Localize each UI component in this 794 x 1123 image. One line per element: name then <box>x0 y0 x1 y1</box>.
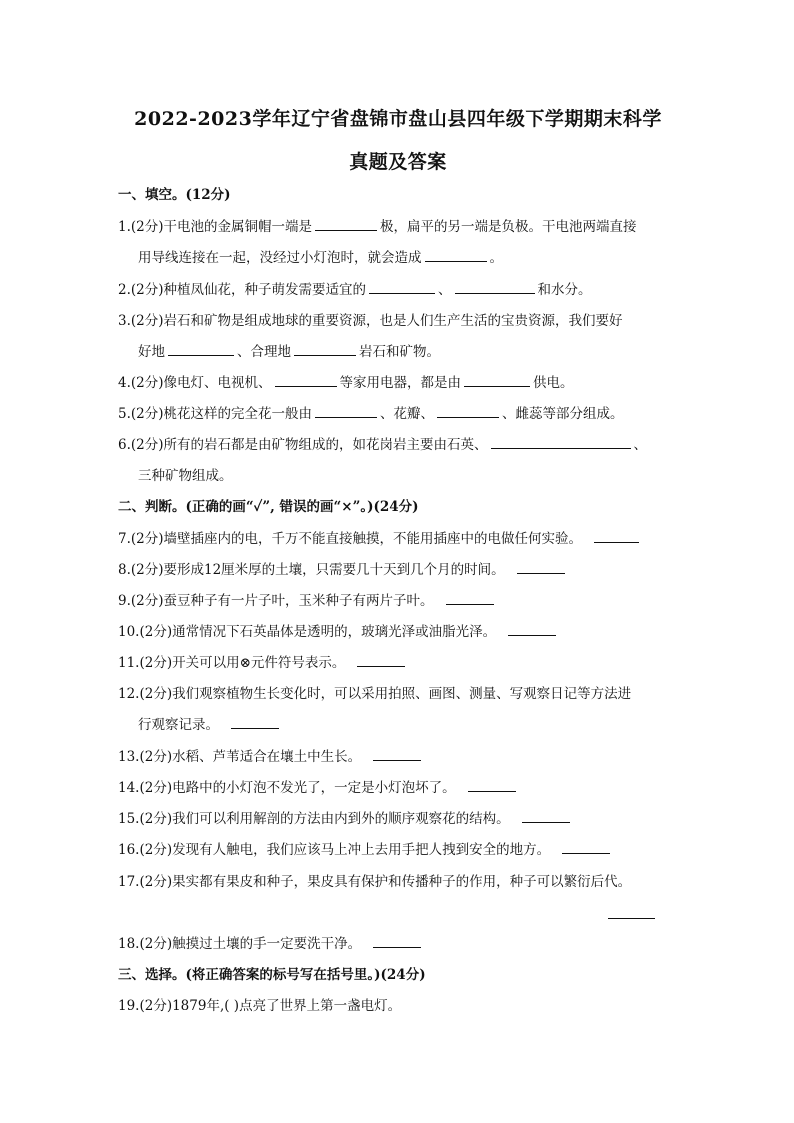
q2-text-a: 2.(2分)种植凤仙花，种子萌发需要适宜的 <box>118 282 367 298</box>
q14-text: 14.(2分)电路中的小灯泡不发光了，一定是小灯泡坏了。 <box>118 780 456 796</box>
q12-text-b: 行观察记录。 <box>138 717 219 733</box>
doc-title-line2: 真题及答案 <box>349 151 447 173</box>
question-1-line1 <box>118 218 637 236</box>
answer-blank[interactable] <box>369 281 435 294</box>
doc-title-line1: 2022-2023学年辽宁省盘锦市盘山县四年级下学期期末科学 <box>134 108 662 130</box>
question-6-line1 <box>118 436 647 454</box>
answer-blank[interactable] <box>522 810 570 823</box>
answer-blank[interactable] <box>168 343 234 356</box>
question-12-line1: 12.(2分)我们观察植物生长变化时，可以采用拍照、画图、测量、写观察日记等方法进 <box>118 686 632 702</box>
q1-text-a: 1.(2分)干电池的金属铜帽一端是 <box>118 219 313 235</box>
answer-blank[interactable] <box>315 218 377 231</box>
question-1-line2 <box>138 249 503 267</box>
q8-text: 8.(2分)要形成12厘米厚的土壤，只需要几十天到几个月的时间。 <box>118 562 505 578</box>
question-6-line2: 三种矿物组成。 <box>138 468 233 484</box>
q5-text-a: 5.(2分)桃花这样的完全花一般由 <box>118 406 313 422</box>
q3-text-c: 、合理地 <box>237 344 291 360</box>
section-heading-true-false: 二、判断。(正确的画“✓”, 错误的画“×”。)(24分) <box>118 499 419 515</box>
q16-text: 16.(2分)发现有人触电，我们应该马上冲上去用手把人拽到安全的地方。 <box>118 842 551 858</box>
answer-blank[interactable] <box>562 841 610 854</box>
q9-text: 9.(2分)蚕豆种子有一片子叶，玉米种子有两片子叶。 <box>118 593 434 609</box>
q7-text: 7.(2分)墙壁插座内的电，千万不能直接触摸，不能用插座中的电做任何实验。 <box>118 531 583 547</box>
answer-blank[interactable] <box>468 779 516 792</box>
q11-text: 11.(2分)开关可以用⊗元件符号表示。 <box>118 655 346 671</box>
q13-text: 13.(2分)水稻、芦苇适合在壤土中生长。 <box>118 749 362 765</box>
section-heading-multiple-choice: 三、选择。(将正确答案的标号写在括号里。)(24分) <box>118 967 426 983</box>
answer-blank[interactable] <box>594 530 639 543</box>
question-8 <box>118 561 568 579</box>
q3-text-b: 好地 <box>138 344 165 360</box>
question-2 <box>118 281 592 299</box>
q4-text-c: 供电。 <box>533 375 574 391</box>
q1-text-b: 极，扁平的另一端是负极。干电池两端直接 <box>380 219 637 235</box>
question-3-line2 <box>138 343 440 361</box>
answer-blank[interactable] <box>425 249 487 262</box>
answer-blank[interactable] <box>315 405 377 418</box>
question-13 <box>118 748 424 766</box>
answer-blank[interactable] <box>373 935 421 948</box>
question-11 <box>118 654 408 672</box>
answer-blank[interactable] <box>446 592 494 605</box>
question-14 <box>118 779 519 797</box>
q6-text-b: 、 <box>633 437 648 453</box>
q2-text-b: 、 <box>438 282 452 298</box>
q4-text-b: 等家用电器，都是由 <box>339 375 462 391</box>
answer-blank[interactable] <box>275 374 337 387</box>
answer-blank[interactable] <box>294 343 356 356</box>
answer-blank[interactable] <box>437 405 499 418</box>
answer-blank[interactable] <box>491 436 631 449</box>
q6-text-a: 6.(2分)所有的岩石都是由矿物组成的，如花岗岩主要由石英、 <box>118 437 488 453</box>
question-17: 17.(2分)果实都有果皮和种子，果皮具有保护和传播种子的作用，种子可以繁衍后代。 <box>118 874 632 890</box>
answer-blank[interactable] <box>373 748 421 761</box>
q4-text-a: 4.(2分)像电灯、电视机、 <box>118 375 272 391</box>
question-3-line1: 3.(2分)岩石和矿物是组成地球的重要资源，也是人们生产生活的宝贵资源，我们要好 <box>118 313 623 329</box>
q1-text-c: 用导线连接在一起，没经过小灯泡时，就会造成 <box>138 250 422 266</box>
section-heading-fill-blank: 一、填空。(12分) <box>118 187 231 203</box>
q10-text: 10.(2分)通常情况下石英晶体是透明的，玻璃光泽或油脂光泽。 <box>118 624 497 640</box>
answer-blank[interactable] <box>231 716 279 729</box>
answer-blank[interactable] <box>464 374 530 387</box>
q5-text-b: 、花瓣、 <box>380 406 435 422</box>
q15-text: 15.(2分)我们可以利用解剖的方法由内到外的顺序观察花的结构。 <box>118 811 510 827</box>
answer-blank[interactable] <box>357 654 405 667</box>
q3-text-d: 岩石和矿物。 <box>359 344 440 360</box>
answer-blank[interactable] <box>455 281 535 294</box>
answer-blank[interactable] <box>508 623 556 636</box>
question-12-line2 <box>138 716 282 734</box>
question-19: 19.(2分)1879年,( )点亮了世界上第一盏电灯。 <box>118 998 402 1014</box>
q18-text: 18.(2分)触摸过土壤的手一定要洗干净。 <box>118 936 362 952</box>
question-9 <box>118 592 497 610</box>
question-15 <box>118 810 573 828</box>
question-18 <box>118 935 424 953</box>
question-4 <box>118 374 574 392</box>
question-10 <box>118 623 559 641</box>
answer-blank[interactable] <box>517 561 565 574</box>
answer-blank[interactable] <box>608 918 655 919</box>
q2-text-c: 和水分。 <box>537 282 592 298</box>
question-16 <box>118 841 613 859</box>
question-5 <box>118 405 624 423</box>
question-7 <box>118 530 642 548</box>
q5-text-c: 、雌蕊等部分组成。 <box>502 406 624 422</box>
q1-text-d: 。 <box>489 250 503 266</box>
